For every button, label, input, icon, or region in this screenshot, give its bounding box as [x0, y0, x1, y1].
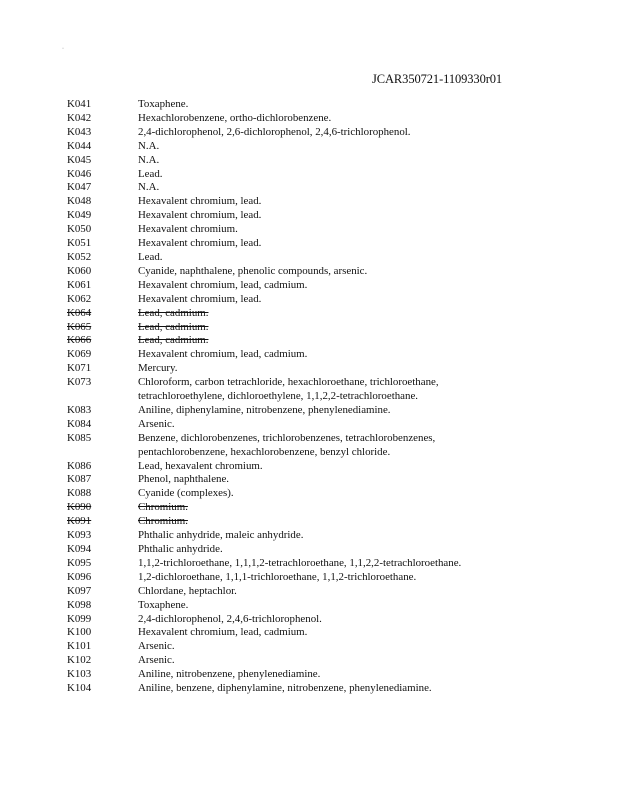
list-item — [67, 237, 587, 251]
list-item — [67, 223, 587, 237]
hazardous-constituents: Toxaphene. — [138, 98, 189, 110]
waste-code: K104 — [67, 682, 92, 695]
list-item — [67, 390, 587, 404]
list-item — [67, 126, 587, 140]
hazardous-constituents: Chlordane, heptachlor. — [138, 584, 237, 597]
hazardous-constituents: Chloroform, carbon tetrachloride, hexachloroethane, trichloroethane, — [138, 376, 439, 389]
waste-code: K095 — [67, 556, 92, 569]
list-item — [67, 487, 587, 501]
waste-code — [67, 446, 138, 460]
list-item — [67, 321, 587, 335]
waste-code: K102 — [67, 654, 92, 667]
hazardous-constituents: Hexavalent chromium, lead. — [138, 292, 262, 305]
hazardous-constituents: Cyanide, naphthalene, phenolic compounds, arsenic. — [138, 264, 368, 277]
waste-code: K043 — [67, 125, 92, 138]
waste-code: K065 — [67, 320, 92, 333]
list-item — [67, 348, 587, 362]
hazardous-constituents: Hexavalent chromium, lead, cadmium. — [138, 348, 308, 361]
waste-code: K097 — [67, 584, 92, 597]
hazardous-constituents: Lead, cadmium. — [138, 334, 209, 347]
hazardous-constituents: 1,2-dichloroethane, 1,1,1-trichloroethane, 1,1,2-trichloroethane. — [138, 570, 417, 583]
list-item — [67, 251, 587, 265]
hazardous-constituents: Cyanide (complexes). — [138, 487, 234, 500]
list-item — [67, 654, 587, 668]
hazardous-constituents: Aniline, diphenylamine, nitrobenzene, phenylenediamine. — [138, 403, 391, 416]
list-item — [67, 599, 587, 613]
hazardous-constituents: Lead, hexavalent chromium. — [138, 459, 263, 472]
list-item — [67, 307, 587, 321]
list-item — [67, 418, 587, 432]
waste-code: K093 — [67, 529, 92, 542]
waste-code: K101 — [67, 640, 92, 653]
list-item — [67, 140, 587, 154]
waste-code: K073 — [67, 376, 92, 389]
hazardous-constituents: 2,4-dichlorophenol, 2,4,6-trichlorophenol. — [138, 612, 322, 625]
list-item — [67, 168, 587, 182]
hazardous-constituents: Hexavalent chromium, lead, cadmium. — [138, 278, 308, 291]
waste-code-list — [67, 98, 587, 696]
hazardous-constituents: Arsenic. — [138, 654, 175, 667]
list-item — [67, 293, 587, 307]
waste-code: K086 — [67, 459, 92, 472]
list-item — [67, 626, 587, 640]
waste-code: K100 — [67, 626, 92, 639]
hazardous-constituents: Phenol, naphthalene. — [138, 473, 230, 486]
waste-code: K062 — [67, 292, 92, 305]
document-id: JCAR350721-1109330r01 — [372, 72, 503, 86]
hazardous-constituents: Mercury. — [138, 362, 178, 375]
list-item — [67, 404, 587, 418]
waste-code: K090 — [67, 501, 92, 514]
waste-code: K066 — [67, 334, 92, 347]
hazardous-constituents: Chromium. — [138, 515, 188, 528]
hazardous-constituents: N.A. — [138, 139, 160, 152]
hazardous-constituents: N.A. — [138, 153, 160, 166]
waste-code: K087 — [67, 473, 92, 486]
list-item — [67, 112, 587, 126]
list-item — [67, 668, 587, 682]
list-item — [67, 529, 587, 543]
waste-code — [67, 390, 138, 404]
list-item — [67, 334, 587, 348]
list-item — [67, 181, 587, 195]
waste-code: K045 — [67, 153, 92, 166]
waste-code: K091 — [67, 515, 92, 528]
list-item — [67, 473, 587, 487]
waste-code: K049 — [67, 209, 92, 222]
waste-code: K041 — [67, 98, 92, 110]
waste-code: K046 — [67, 167, 92, 180]
list-item — [67, 515, 587, 529]
list-item — [67, 571, 587, 585]
hazardous-constituents: Lead. — [138, 250, 163, 263]
hazardous-constituents: 1,1,2-trichloroethane, 1,1,1,2-tetrachloroethane, 1,1,2,2-tetrachloroethane. — [138, 556, 462, 569]
waste-code: K042 — [67, 111, 92, 124]
waste-code: K083 — [67, 403, 92, 416]
waste-code: K060 — [67, 264, 92, 277]
waste-code: K051 — [67, 237, 92, 250]
hazardous-constituents: Benzene, dichlorobenzenes, trichlorobenzenes, tetrachlorobenzenes, — [138, 431, 436, 444]
list-item — [67, 362, 587, 376]
waste-code: K064 — [67, 306, 92, 319]
list-item — [67, 376, 587, 390]
list-item — [67, 682, 587, 696]
hazardous-constituents: N.A. — [138, 181, 160, 194]
corner-tick-mark: · — [62, 46, 64, 52]
list-item — [67, 195, 587, 209]
waste-code: K085 — [67, 431, 92, 444]
hazardous-constituents: Hexavalent chromium, lead. — [138, 237, 262, 250]
waste-code: K099 — [67, 612, 92, 625]
hazardous-constituents: Toxaphene. — [138, 598, 189, 611]
list-item — [67, 543, 587, 557]
waste-code: K088 — [67, 487, 92, 500]
list-item — [67, 557, 587, 571]
hazardous-constituents: Aniline, benzene, diphenylamine, nitrobenzene, phenylenediamine. — [138, 682, 432, 695]
waste-code: K103 — [67, 668, 92, 681]
hazardous-constituents: Arsenic. — [138, 640, 175, 653]
list-item — [67, 98, 587, 112]
hazardous-constituents: Arsenic. — [138, 417, 175, 430]
list-item — [67, 209, 587, 223]
list-item — [67, 460, 587, 474]
hazardous-constituents: Phthalic anhydride, maleic anhydride. — [138, 529, 304, 542]
waste-code: K071 — [67, 362, 92, 375]
list-item — [67, 585, 587, 599]
hazardous-constituents: Aniline, nitrobenzene, phenylenediamine. — [138, 668, 321, 681]
hazardous-constituents: tetrachloroethylene, dichloroethylene, 1,1,2,2-tetrachloroethane. — [138, 390, 419, 403]
list-item — [67, 279, 587, 293]
waste-code: K098 — [67, 598, 92, 611]
hazardous-constituents: Hexachlorobenzene, ortho-dichlorobenzene. — [138, 111, 332, 124]
hazardous-constituents: Phthalic anhydride. — [138, 543, 223, 555]
hazardous-constituents: pentachlorobenzene, hexachlorobenzene, benzyl chloride. — [138, 445, 391, 458]
hazardous-constituents: Hexavalent chromium. — [138, 223, 238, 236]
hazardous-constituents: Lead. — [138, 167, 163, 180]
waste-code: K052 — [67, 250, 92, 263]
waste-code: K094 — [67, 543, 92, 555]
hazardous-constituents: Lead, cadmium. — [138, 306, 209, 319]
hazardous-constituents: Hexavalent chromium, lead, cadmium. — [138, 626, 308, 639]
hazardous-constituents: Chromium. — [138, 501, 188, 514]
waste-code: K069 — [67, 348, 92, 361]
list-item — [67, 501, 587, 515]
hazardous-constituents: Lead, cadmium. — [138, 320, 209, 333]
hazardous-constituents: Hexavalent chromium, lead. — [138, 195, 262, 208]
waste-code: K096 — [67, 570, 92, 583]
waste-code: K061 — [67, 278, 92, 291]
list-item — [67, 613, 587, 627]
waste-code: K048 — [67, 195, 92, 208]
list-item — [67, 446, 587, 460]
waste-code: K050 — [67, 223, 92, 236]
list-item — [67, 432, 587, 446]
waste-code: K084 — [67, 417, 92, 430]
list-item — [67, 640, 587, 654]
list-item — [67, 265, 587, 279]
list-item — [67, 154, 587, 168]
waste-code: K047 — [67, 181, 92, 194]
waste-code: K044 — [67, 139, 92, 152]
hazardous-constituents: Hexavalent chromium, lead. — [138, 209, 262, 222]
hazardous-constituents: 2,4-dichlorophenol, 2,6-dichlorophenol, 2,4,6-trichlorophenol. — [138, 125, 411, 138]
